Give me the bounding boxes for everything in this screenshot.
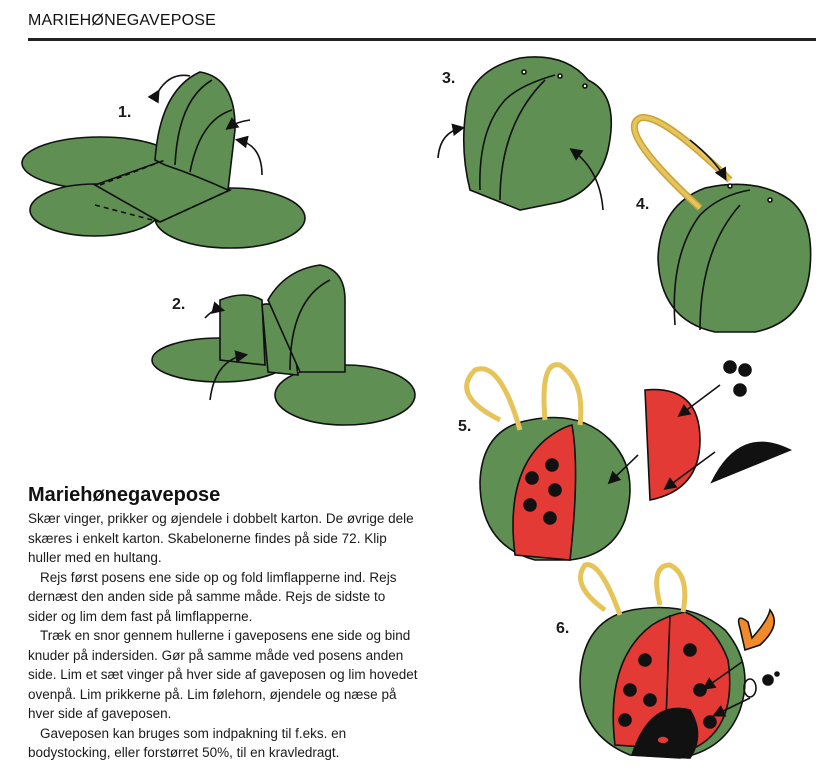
step-2-figure	[152, 265, 415, 425]
page-header-title: MARIEHØNEGAVEPOSE	[28, 12, 217, 29]
step-5-number: 5.	[458, 418, 472, 435]
paragraph-decoration: Træk en snor gennem hullerne i gaveposens ene side og bind knuder på indersiden. Gør på samme måde ved posens anden side. Lim et sæt vinger på hver side af gaveposen og lim hovedet ovenpå. Lim prikkerne på. Lim følehorn, øjendele og næse på hver side af gaveposen.	[28, 628, 418, 721]
step-1-number: 1.	[118, 104, 132, 121]
article-heading: Mariehønegavepose	[28, 484, 221, 506]
step-4-figure	[634, 118, 810, 332]
step-2-number: 2.	[172, 296, 186, 313]
paragraph-assembly: Rejs først posens ene side op og fold limflapperne ind. Rejs dernæst den anden side på samme måde. Rejs de sidste to sider og lim dem fast på limflapperne.	[28, 569, 397, 624]
step-4-number: 4.	[636, 196, 650, 213]
instructions-article	[28, 484, 418, 763]
step-5-figure	[467, 361, 790, 560]
paragraph-usage: Gaveposen kan bruges som indpakning til f.eks. en bodystocking, eller forstørret 50%, til en kravledragt.	[28, 725, 347, 760]
step-6-number: 6.	[556, 620, 570, 637]
step-1-figure	[22, 72, 305, 248]
step-3-number: 3.	[442, 70, 456, 87]
step-6-figure	[580, 565, 779, 758]
step-3-figure	[438, 57, 611, 210]
paragraph-materials: Skær vinger, prikker og øjendele i dobbelt karton. De øvrige dele skæres i enkelt karton. Skabelonerne findes på side 72. Klip huller med en hultang.	[28, 511, 414, 565]
